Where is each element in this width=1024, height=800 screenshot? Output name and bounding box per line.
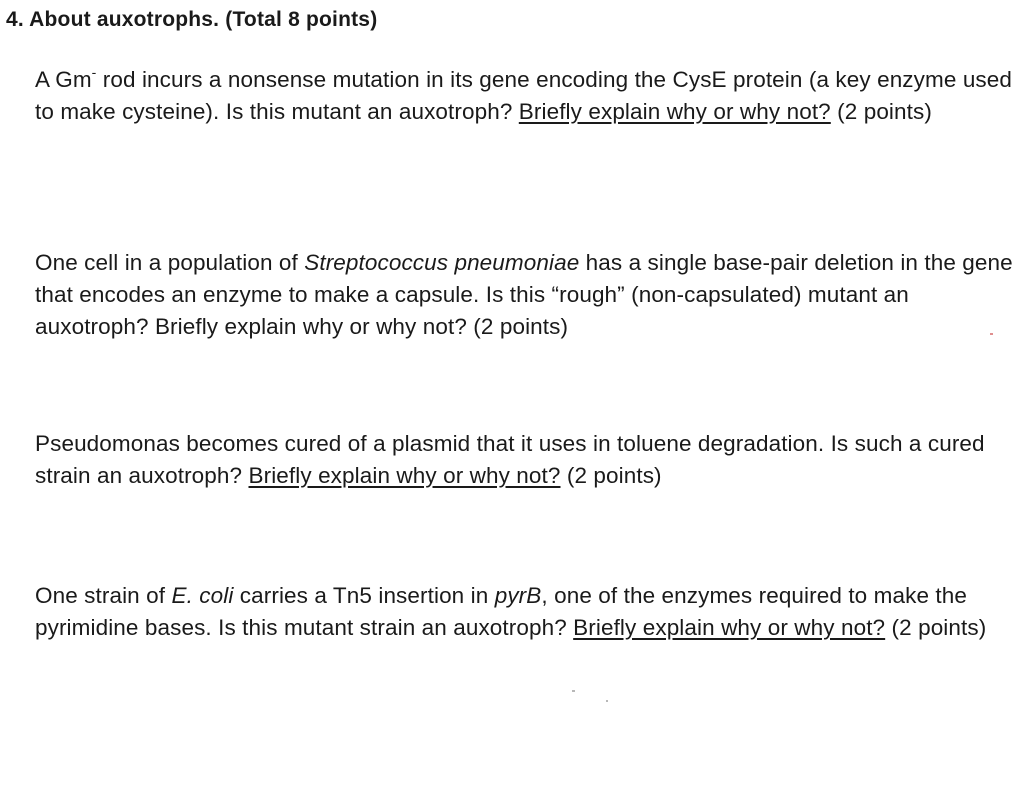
question-3-explain-prompt: Briefly explain why or why not? — [248, 463, 561, 488]
question-4 — [35, 580, 1020, 644]
scan-speck — [606, 700, 608, 702]
question-2 — [35, 247, 1020, 343]
question-2-organism: Streptococcus pneumoniae — [304, 250, 580, 275]
question-4-points: (2 points) — [885, 615, 987, 640]
question-2-text-a: One cell in a population of — [35, 250, 305, 275]
question-1-text-b: rod incurs a nonsense mutation in its gene encoding the CysE protein (a key enzyme used to make cysteine). Is this mutant an auxotroph? — [35, 67, 1013, 124]
question-3-text-a: Pseudomonas becomes cured of a plasmid that it uses in toluene degradation. Is such a cured strain an auxotroph? — [35, 431, 985, 488]
question-1-explain-prompt: Briefly explain why or why not? — [518, 99, 831, 124]
question-1 — [35, 64, 1020, 128]
question-4-text-a: One strain of — [35, 583, 172, 608]
scan-speck — [990, 333, 993, 335]
question-3 — [35, 428, 1020, 492]
question-1-text-a: A Gm — [35, 67, 92, 92]
question-1-points: (2 points) — [830, 99, 932, 124]
question-4-text-b: carries a Tn5 insertion in — [233, 583, 495, 608]
question-2-text-b: has a single base-pair deletion in the gene that encodes an enzyme to make a capsule. Is this “rough” (non-capsulated) mutant an auxotroph? Briefly explain why or why not? (2 points) — [35, 250, 1013, 339]
scan-speck — [572, 690, 575, 692]
question-4-explain-prompt: Briefly explain why or why not? — [573, 615, 886, 640]
question-4-organism: E. coli — [171, 583, 234, 608]
section-heading: 4. About auxotrophs. (Total 8 points) — [6, 8, 378, 31]
question-3-points: (2 points) — [560, 463, 662, 488]
question-4-gene: pyrB — [494, 583, 542, 608]
question-4-text-c: , one of the enzymes required to make the pyrimidine bases. Is this mutant strain an auxotroph? — [35, 583, 967, 640]
gram-negative-superscript: - — [91, 64, 97, 80]
